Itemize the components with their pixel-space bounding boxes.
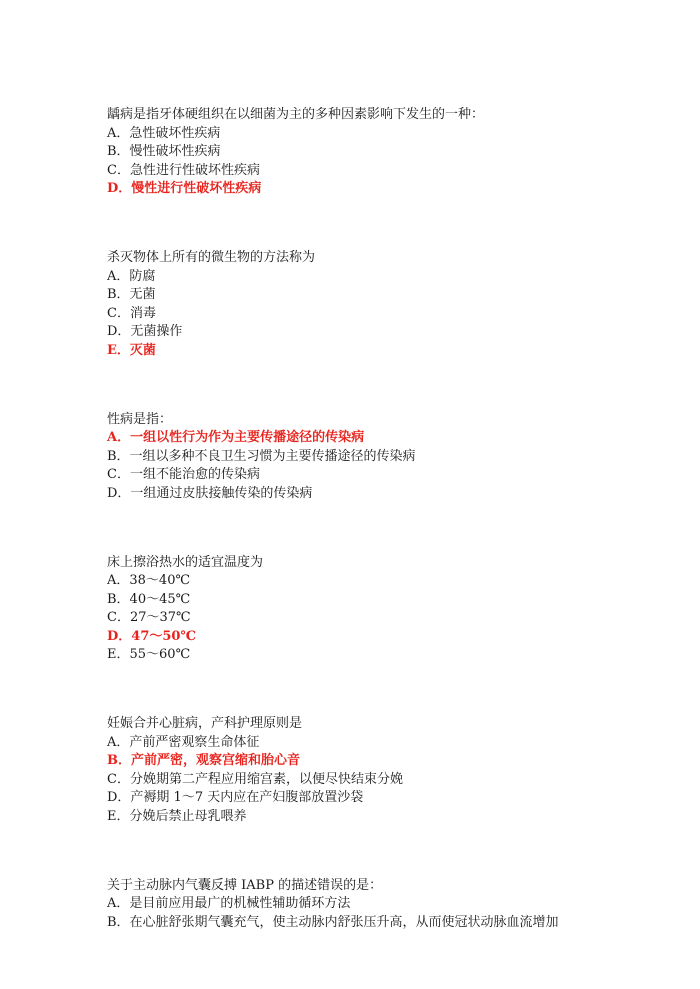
option-d-correct-answer: D．47～50℃: [107, 628, 197, 644]
option-d: D．无菌操作: [107, 324, 183, 340]
question-4: [107, 554, 627, 666]
option-a: A．急性破坏性疾病: [107, 125, 221, 141]
option-c: C．急性进行性破坏性疾病: [107, 162, 260, 178]
option-b: B．一组以多种不良卫生习惯为主要传播途径的传染病: [107, 448, 416, 464]
question-5: [107, 715, 627, 827]
option-a: A．是目前应用最广的机械性辅助循环方法: [107, 896, 351, 912]
question-1: [107, 106, 627, 199]
question-2: [107, 249, 627, 361]
option-c: C．分娩期第二产程应用缩宫素，以便尽快结束分娩: [107, 771, 403, 787]
option-a: A．产前严密观察生命体征: [107, 734, 260, 750]
option-c: C．消毒: [107, 305, 156, 321]
option-e: E．分娩后禁止母乳喂养: [107, 809, 247, 825]
question-list: [107, 106, 627, 932]
question-stem: 杀灭物体上所有的微生物的方法称为: [107, 249, 316, 265]
option-d-correct-answer: D．慢性进行性破坏性疾病: [107, 181, 262, 197]
question-stem: 龋病是指牙体硬组织在以细菌为主的多种因素影响下发生的一种：: [107, 107, 485, 122]
option-e: E．55～60℃: [107, 647, 191, 663]
option-b: B．无菌: [107, 287, 156, 303]
option-c: C．27～37℃: [107, 610, 191, 626]
option-d: D．一组通过皮肤接触传染的传染病: [107, 485, 313, 501]
option-e-correct-answer: E．灭菌: [107, 342, 156, 358]
question-stem: 关于主动脉内气囊反搏 IABP 的描述错误的是：: [107, 877, 383, 893]
option-b: B．40～45℃: [107, 591, 191, 607]
option-b: B．慢性破坏性疾病: [107, 144, 221, 160]
option-c: C．一组不能治愈的传染病: [107, 467, 260, 483]
option-d: D．产褥期 1～7 天内应在产妇腹部放置沙袋: [107, 790, 364, 806]
option-a: A．防腐: [107, 268, 156, 284]
option-b-correct-answer: B．产前严密，观察宫缩和胎心音: [107, 753, 300, 769]
question-stem: 床上擦浴热水的适宜温度为: [107, 554, 264, 570]
question-stem: 性病是指：: [107, 411, 173, 427]
question-6: [107, 877, 627, 933]
question-3: [107, 411, 627, 504]
option-b: B．在心脏舒张期气囊充气，使主动脉内舒张压升高，从而使冠状动脉血流增加: [107, 914, 559, 930]
option-a-correct-answer: A．一组以性行为作为主要传播途径的传染病: [107, 430, 365, 446]
question-stem: 妊娠合并心脏病，产科护理原则是: [107, 716, 303, 732]
option-a: A．38～40℃: [107, 573, 191, 589]
